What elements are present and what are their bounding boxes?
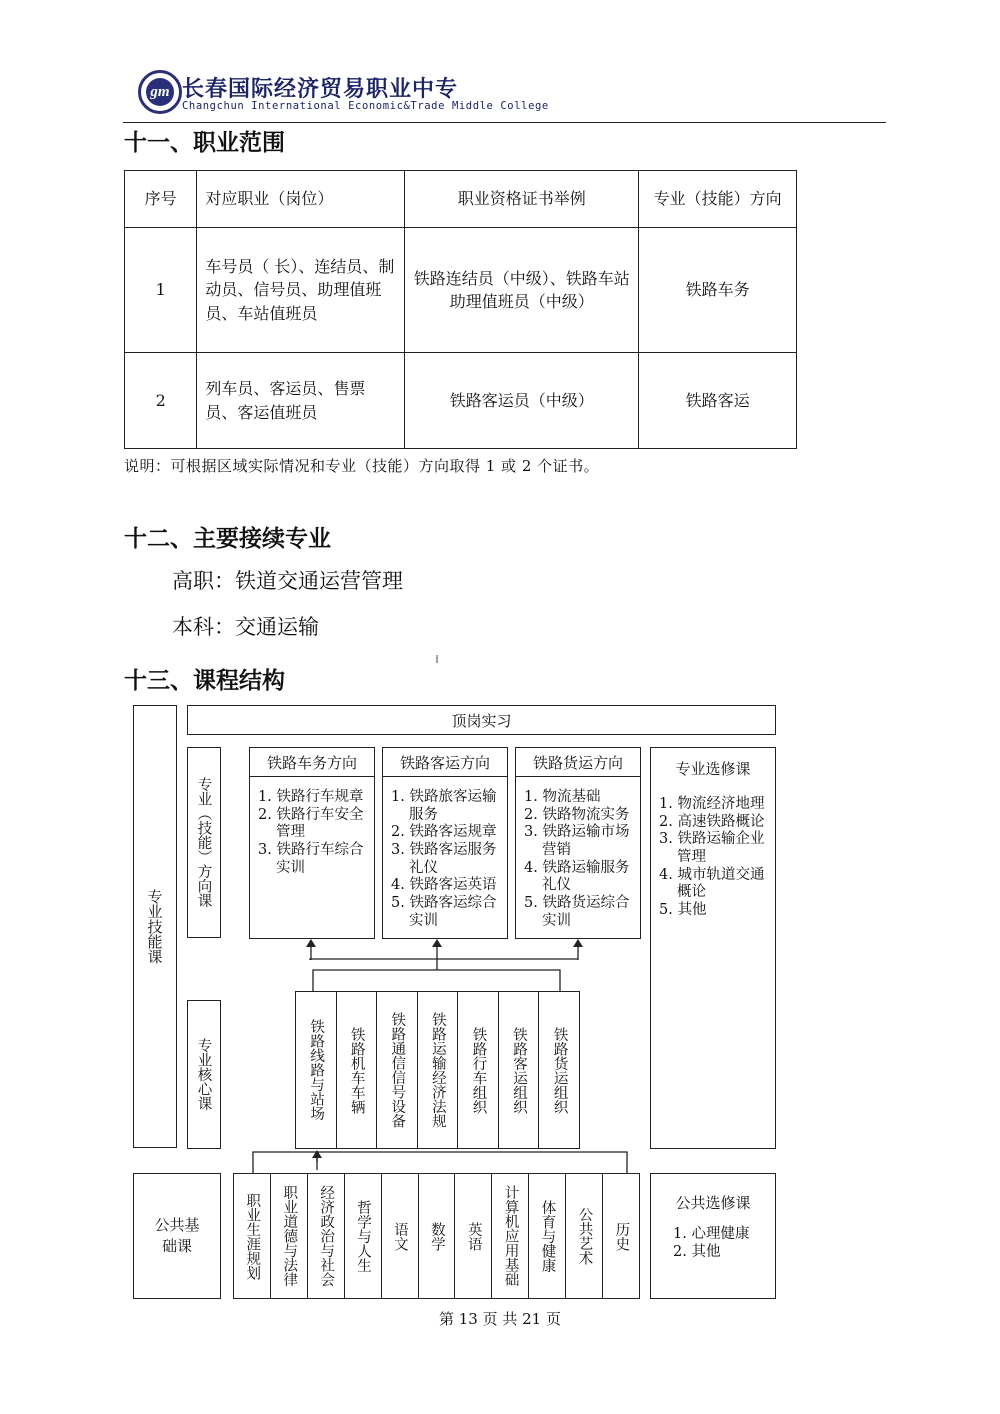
list-item: 1. 铁路旅客运输服务 — [391, 789, 497, 823]
direction-course-box: 专业（技能）方向课 — [187, 747, 221, 938]
list-item: 1. 物流基础 — [524, 789, 601, 805]
section-13-title: 十三、课程结构 — [124, 668, 285, 694]
core-course-item: 铁路运输经济法规 — [418, 992, 459, 1148]
row-jobs: 车号员（ 长）、连结员、制动员、信号员、助理值班员、车站值班员 — [197, 228, 405, 353]
public-course-item: 职业道德与法律 — [271, 1174, 308, 1298]
core-course-item: 铁路线路与站场 — [296, 992, 337, 1148]
list-item: 4. 铁路客运英语 — [391, 877, 497, 894]
logo-mark: gm — [146, 78, 174, 106]
col-header-no: 序号 — [125, 171, 197, 228]
direction-title: 铁路客运方向 — [383, 748, 507, 777]
row-jobs: 列车员、客运员、售票员、客运值班员 — [197, 353, 405, 449]
list-item: 4. 铁路运输服务礼仪 — [524, 859, 630, 894]
col-header-jobs: 对应职业（岗位） — [197, 171, 405, 228]
arrowhead-icon — [306, 939, 316, 947]
arrowhead-icon — [573, 939, 583, 947]
col-header-direction: 专业（技能）方向 — [639, 171, 797, 228]
public-course-item: 职业生涯规划 — [234, 1174, 271, 1298]
public-course-item: 语文 — [382, 1174, 419, 1298]
public-basic-box: 公共基础课 — [133, 1173, 221, 1299]
public-course-item: 英语 — [455, 1174, 492, 1298]
list-item: 5. 铁路客运综合实训 — [391, 895, 497, 929]
skill-course-box: 专业技能课 — [133, 705, 177, 1148]
public-course-item: 计算机应用基础 — [492, 1174, 529, 1298]
row-certs: 铁路连结员（中级）、铁路车站助理值班员（中级） — [405, 228, 639, 353]
row-certs: 铁路客运员（中级） — [405, 353, 639, 449]
bachelor-line: 本科：交通运输 — [172, 615, 319, 639]
arrowhead-icon — [432, 939, 442, 947]
public-course-item: 体育与健康 — [529, 1174, 566, 1298]
table-note: 说明：可根据区域实际情况和专业（技能）方向取得 1 或 2 个证书。 — [124, 457, 600, 475]
core-course-box: 专业核心课 — [187, 1000, 221, 1149]
row-direction: 铁路客运 — [639, 353, 797, 449]
public-elective-title: 公共选修课 — [675, 1193, 751, 1212]
core-course-item: 铁路货运组织 — [551, 1026, 568, 1114]
section-12-title: 十二、主要接续专业 — [124, 526, 331, 552]
public-course-item: 数学 — [419, 1174, 456, 1298]
direction-title: 铁路车务方向 — [250, 748, 374, 777]
list-item: 2. 其他 — [673, 1243, 721, 1260]
col-header-certs: 职业资格证书举例 — [405, 171, 639, 228]
list-item: 5. 铁路货运综合实训 — [524, 895, 630, 929]
list-item: 5. 其他 — [659, 902, 707, 919]
core-course-item: 铁路通信信号设备 — [377, 992, 418, 1148]
school-name-en: Changchun International Economic&Trade Middle College — [182, 100, 549, 112]
connector-line — [253, 1152, 627, 1173]
row-no: 1 — [125, 228, 197, 353]
page-number: 第 13 页 共 21 页 — [438, 1310, 561, 1328]
direction-title: 铁路货运方向 — [516, 748, 640, 777]
public-course-item: 历史 — [613, 1221, 630, 1251]
list-item: 1. 心理健康 — [673, 1226, 750, 1242]
row-no: 2 — [125, 353, 197, 449]
list-item: 2. 铁路客运规章 — [391, 824, 497, 841]
list-item: 4. 城市轨道交通概论 — [659, 866, 765, 901]
higher-vocational-line: 高职：铁道交通运营管理 — [172, 569, 403, 593]
list-item: 3. 铁路行车综合实训 — [258, 842, 364, 876]
section-11-title: 十一、职业范围 — [124, 130, 285, 156]
list-item: 2. 铁路行车安全管理 — [258, 806, 364, 841]
list-item: 2. 铁路物流实务 — [524, 806, 630, 823]
list-item: 3. 铁路运输企业管理 — [659, 831, 765, 866]
elective-title: 专业选修课 — [675, 759, 751, 778]
public-course-item: 哲学与人生 — [345, 1174, 382, 1298]
list-item: 3. 铁路运输市场营销 — [524, 824, 630, 859]
row-direction: 铁路车务 — [639, 228, 797, 353]
list-item: 2. 高速铁路概论 — [659, 813, 765, 830]
arrowhead-icon — [312, 1150, 322, 1158]
connector-line — [310, 959, 578, 960]
internship-box: 顶岗实习 — [187, 705, 776, 735]
core-course-item: 铁路客运组织 — [499, 992, 540, 1148]
core-course-item: 铁路行车组织 — [458, 992, 499, 1148]
connector-line — [313, 970, 560, 991]
core-course-item: 铁路机车车辆 — [337, 992, 378, 1148]
public-course-item: 公共艺术 — [566, 1174, 603, 1298]
list-item: 1. 铁路行车规章 — [258, 789, 364, 805]
list-item: 3. 铁路客运服务礼仪 — [391, 842, 497, 876]
school-name-cn: 长春国际经济贸易职业中专 — [182, 76, 459, 102]
list-item: 1. 物流经济地理 — [659, 796, 765, 812]
public-course-item: 经济政治与社会 — [308, 1174, 345, 1298]
